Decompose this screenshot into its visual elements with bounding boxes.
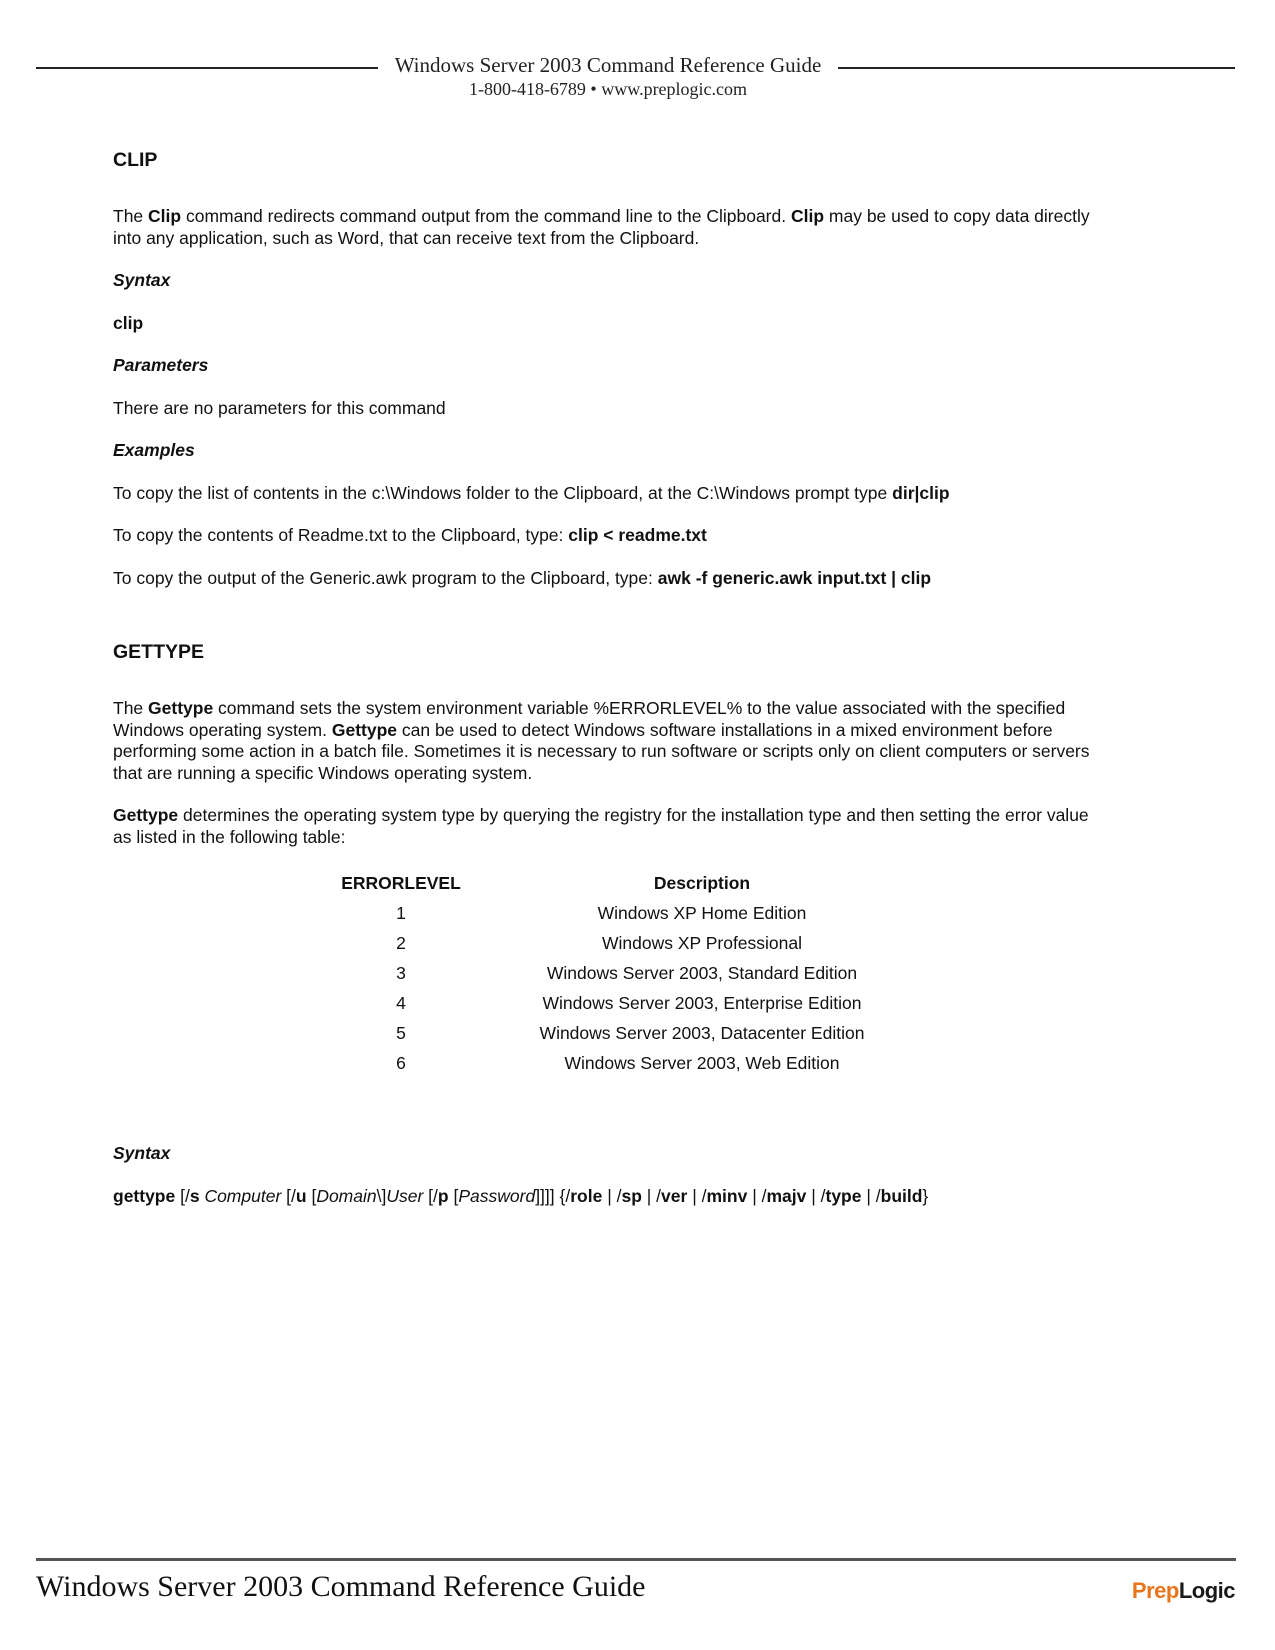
example-command: clip < readme.txt bbox=[568, 525, 707, 545]
table-row bbox=[296, 989, 898, 1019]
syntax-text: | / bbox=[861, 1185, 881, 1206]
syntax-switch: build bbox=[880, 1185, 923, 1206]
syntax-text: \] bbox=[376, 1185, 387, 1206]
example-command: dir|clip bbox=[892, 482, 950, 503]
example-command: awk -f generic.awk input.txt | clip bbox=[657, 567, 932, 588]
syntax-text: | / bbox=[806, 1185, 826, 1206]
clip-example-1 bbox=[113, 483, 1093, 505]
syntax-switch: minv bbox=[706, 1185, 748, 1206]
text-run: command sets the system environment variable %ERRORLEVEL% to the value associated with the specified Windows operating system. bbox=[113, 698, 1066, 740]
clip-example-3 bbox=[113, 568, 1093, 590]
table-header-row bbox=[296, 869, 898, 899]
syntax-text: } bbox=[922, 1185, 929, 1206]
syntax-argument: Password bbox=[458, 1185, 536, 1206]
errorlevel-cell: 6 bbox=[396, 1053, 406, 1074]
command-name: Clip bbox=[148, 206, 182, 226]
column-header-errorlevel: ERRORLEVEL bbox=[341, 873, 461, 894]
syntax-text: [ bbox=[306, 1185, 317, 1206]
syntax-switch: sp bbox=[621, 1185, 642, 1206]
errorlevel-table bbox=[296, 869, 898, 1079]
syntax-switch: gettype bbox=[113, 1185, 176, 1206]
syntax-text: | / bbox=[747, 1185, 767, 1206]
syntax-text: ]]]] {/ bbox=[535, 1185, 571, 1206]
command-name: Gettype bbox=[148, 698, 214, 718]
command-name: Gettype bbox=[331, 719, 397, 740]
table-row bbox=[296, 1049, 898, 1079]
syntax-argument: Domain bbox=[316, 1185, 377, 1206]
text-run: can be used to detect Windows software installations in a mixed environment before performing some action in a batch file. Sometimes it is necessary to run software or scripts only on client computers or servers that are running a specific Windows operating system. bbox=[113, 719, 1090, 783]
description-cell: Windows Server 2003, Datacenter Edition bbox=[539, 1023, 865, 1044]
gettype-para-1 bbox=[113, 698, 1093, 784]
table-row bbox=[296, 1019, 898, 1049]
header-contact: 1-800-418-6789 • www.preplogic.com bbox=[468, 79, 748, 99]
text-run: determines the operating system type by querying the registry for the installation type and then setting the error value as listed in the following table: bbox=[113, 805, 1089, 847]
description-cell: Windows XP Professional bbox=[601, 933, 803, 954]
syntax-switch: ver bbox=[661, 1185, 688, 1206]
syntax-text: [ bbox=[448, 1185, 459, 1206]
description-cell: Windows Server 2003, Standard Edition bbox=[546, 963, 858, 984]
clip-parameters-text: There are no parameters for this command bbox=[113, 397, 446, 418]
errorlevel-cell: 5 bbox=[396, 1023, 406, 1044]
logo-text-logic: Logic bbox=[1178, 1578, 1235, 1603]
page-header bbox=[0, 50, 1275, 110]
command-name: Gettype bbox=[113, 805, 179, 825]
text-run: command redirects command output from the command line to the Clipboard. bbox=[181, 206, 791, 226]
preplogic-logo bbox=[1132, 1578, 1235, 1604]
syntax-switch: type bbox=[825, 1185, 862, 1206]
column-header-description: Description bbox=[653, 873, 751, 894]
clip-heading: CLIP bbox=[113, 149, 158, 171]
header-rule-left bbox=[36, 67, 378, 69]
table-row bbox=[296, 899, 898, 929]
text-run: may be used to copy data directly into any application, such as Word, that can receive text from the Clipboard. bbox=[113, 206, 1090, 248]
syntax-argument: Computer bbox=[204, 1185, 282, 1206]
footer-rule bbox=[36, 1558, 1236, 1561]
header-rule-right bbox=[838, 67, 1235, 69]
errorlevel-cell: 1 bbox=[396, 903, 406, 924]
header-title: Windows Server 2003 Command Reference Guide bbox=[394, 53, 822, 77]
clip-syntax-label: Syntax bbox=[113, 270, 171, 290]
description-cell: Windows Server 2003, Enterprise Edition bbox=[542, 993, 862, 1014]
example-text: To copy the list of contents in the c:\Windows folder to the Clipboard, at the C:\Windows prompt type bbox=[113, 482, 893, 503]
syntax-argument: User bbox=[386, 1185, 424, 1206]
clip-intro bbox=[113, 206, 1093, 249]
syntax-text: [/ bbox=[281, 1185, 296, 1206]
text-run: The bbox=[113, 698, 149, 718]
syntax-switch: u bbox=[295, 1185, 307, 1206]
syntax-text: | / bbox=[602, 1185, 622, 1206]
syntax-text: | / bbox=[687, 1185, 707, 1206]
gettype-syntax-label: Syntax bbox=[113, 1143, 171, 1163]
gettype-para-2 bbox=[113, 805, 1093, 848]
logo-text-prep: Prep bbox=[1131, 1578, 1179, 1603]
gettype-syntax bbox=[113, 1186, 1093, 1208]
syntax-switch: p bbox=[437, 1185, 449, 1206]
footer-title: Windows Server 2003 Command Reference Guide bbox=[36, 1570, 646, 1603]
example-text: To copy the output of the Generic.awk program to the Clipboard, type: bbox=[113, 567, 658, 588]
clip-examples-label: Examples bbox=[113, 440, 195, 460]
syntax-switch: majv bbox=[766, 1185, 807, 1206]
description-cell: Windows XP Home Edition bbox=[597, 903, 807, 924]
errorlevel-cell: 4 bbox=[396, 993, 406, 1014]
table-row bbox=[296, 929, 898, 959]
errorlevel-cell: 3 bbox=[396, 963, 406, 984]
description-cell: Windows Server 2003, Web Edition bbox=[564, 1053, 840, 1074]
document-body bbox=[113, 148, 1093, 1228]
errorlevel-cell: 2 bbox=[396, 933, 406, 954]
gettype-heading: GETTYPE bbox=[113, 641, 205, 663]
syntax-text: [/ bbox=[423, 1185, 438, 1206]
syntax-switch: s bbox=[189, 1185, 200, 1206]
syntax-text: [/ bbox=[175, 1185, 190, 1206]
text-run: The bbox=[113, 206, 149, 226]
table-row bbox=[296, 959, 898, 989]
example-text: To copy the contents of Readme.txt to the Clipboard, type: bbox=[113, 525, 569, 545]
syntax-switch: role bbox=[570, 1185, 603, 1206]
clip-parameters-label: Parameters bbox=[113, 355, 209, 375]
command-name: Clip bbox=[790, 206, 825, 226]
syntax-text: | / bbox=[641, 1185, 662, 1206]
clip-syntax: clip bbox=[113, 312, 144, 333]
clip-example-2 bbox=[113, 525, 1093, 547]
